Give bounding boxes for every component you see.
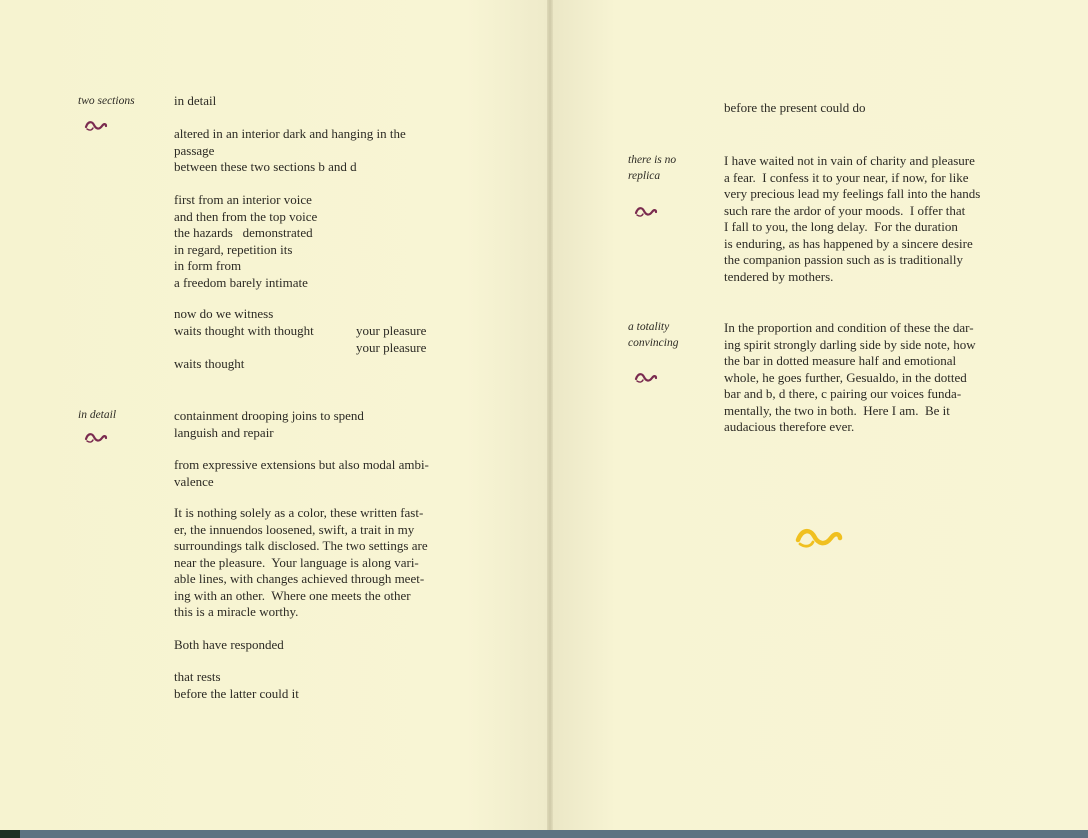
text-block: Both have responded xyxy=(174,637,284,652)
text-aside: your pleasure xyxy=(356,340,427,355)
book-corner xyxy=(0,830,20,838)
book-gutter xyxy=(547,0,553,832)
swash-ornament-icon xyxy=(84,120,108,132)
text-block: before the present could do xyxy=(724,100,866,115)
text-paragraph: It is nothing solely as a color, these written fast- er, the innuendos loosened, swift, a trait in my surroundings talk disclosed. The two settings are near the pleasure. Your language is along vari- able lines, with changes achieved through meet- ing with an other. Where one meets the other this is a miracle worthy. xyxy=(174,505,428,619)
swash-ornament-icon xyxy=(634,372,658,384)
book-bottom-edge xyxy=(0,830,1088,838)
text-block: in detail xyxy=(174,93,217,108)
text-aside: your pleasure xyxy=(356,323,427,338)
text-block: first from an interior voice and then from the top voice the hazards demonstrated in regard, repetition its in form from a freedom barely intimate xyxy=(174,192,318,290)
swash-ornament-icon xyxy=(84,432,108,444)
margin-note-two-sections: two sections xyxy=(78,95,135,107)
swash-ornament-large-icon xyxy=(794,526,844,550)
text-block: that rests before the latter could it xyxy=(174,669,299,701)
margin-note-in-detail: in detail xyxy=(78,409,117,421)
text-block: containment drooping joins to spend languish and repair xyxy=(174,408,364,440)
margin-note-a-totality-convincing: a totality convincing xyxy=(628,321,679,349)
text-paragraph: I have waited not in vain of charity and pleasure a fear. I confess it to your near, if now, for like very precious lead my feelings fall into the hands such rare the ardor of your moods. I offer that I fall to you, the long delay. For the duration is enduring, as has happened by a sincere desire the companion passion such as is traditionally tendered by mothers. xyxy=(724,153,981,284)
margin-note-there-is-no-replica: there is no replica xyxy=(628,154,677,182)
text-paragraph: In the proportion and condition of these the dar- ing spirit strongly darling side by side note, how the bar in dotted measure half and emotional whole, he goes further, Gesualdo, in the dotted bar and b, d there, c pairing our voices funda- mentally, the two in both. Here I am. Be it audacious therefore ever. xyxy=(724,320,976,434)
text-block: now do we witness waits thought with thought xyxy=(174,306,314,338)
swash-ornament-icon xyxy=(634,206,658,218)
text-block: waits thought xyxy=(174,356,245,371)
text-block: altered in an interior dark and hanging in the passage between these two sections b and d xyxy=(174,126,406,174)
text-block: from expressive extensions but also modal ambi- valence xyxy=(174,457,429,489)
